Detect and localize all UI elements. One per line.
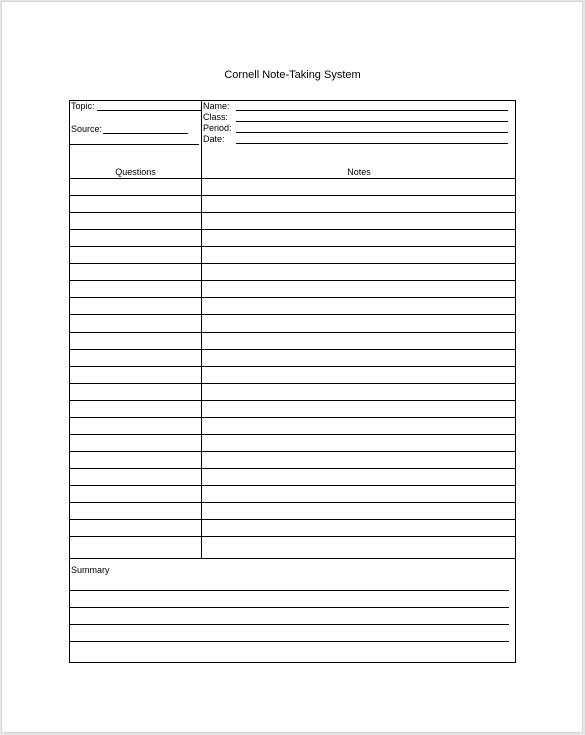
summary-line[interactable] — [69, 607, 509, 608]
rule-line — [69, 383, 516, 384]
questions-column-header: Questions — [115, 167, 156, 177]
name-label: Name: — [203, 101, 230, 111]
source-label: Source: — [71, 124, 103, 134]
rule-line — [69, 229, 516, 230]
notes-column-header: Notes — [347, 167, 371, 177]
summary-line[interactable] — [69, 624, 509, 625]
rule-line — [69, 417, 516, 418]
rule-line — [69, 349, 516, 350]
topic-field[interactable] — [97, 110, 201, 111]
rule-line — [69, 434, 516, 435]
rule-line — [69, 519, 516, 520]
summary-label: Summary — [71, 565, 110, 575]
date-label: Date: — [203, 134, 225, 144]
rule-line — [69, 485, 516, 486]
rule-line — [69, 502, 516, 503]
rule-line — [69, 246, 516, 247]
summary-line[interactable] — [69, 641, 509, 642]
rule-line — [69, 314, 516, 315]
source-field[interactable] — [103, 133, 188, 134]
summary-line[interactable] — [69, 590, 509, 591]
period-label: Period: — [203, 123, 232, 133]
rule-line — [69, 212, 516, 213]
rule-line — [69, 366, 516, 367]
topic-label: Topic: — [71, 101, 95, 111]
rule-line — [69, 297, 516, 298]
rule-line — [69, 451, 516, 452]
rule-line — [69, 536, 516, 537]
rule-line — [69, 263, 516, 264]
rule-line — [69, 280, 516, 281]
date-field[interactable] — [236, 143, 508, 144]
source-extra-field[interactable] — [69, 144, 199, 145]
rule-line — [69, 400, 516, 401]
rule-line — [69, 468, 516, 469]
name-field[interactable] — [236, 110, 508, 111]
class-field[interactable] — [236, 121, 508, 122]
class-label: Class: — [203, 112, 229, 122]
period-field[interactable] — [236, 132, 508, 133]
notes-section-bottom-border — [69, 558, 516, 559]
rule-line — [69, 195, 516, 196]
notes-form-frame — [69, 100, 516, 663]
document-title: Cornell Note-Taking System — [224, 69, 361, 81]
rule-line — [69, 178, 516, 179]
rule-line — [69, 332, 516, 333]
